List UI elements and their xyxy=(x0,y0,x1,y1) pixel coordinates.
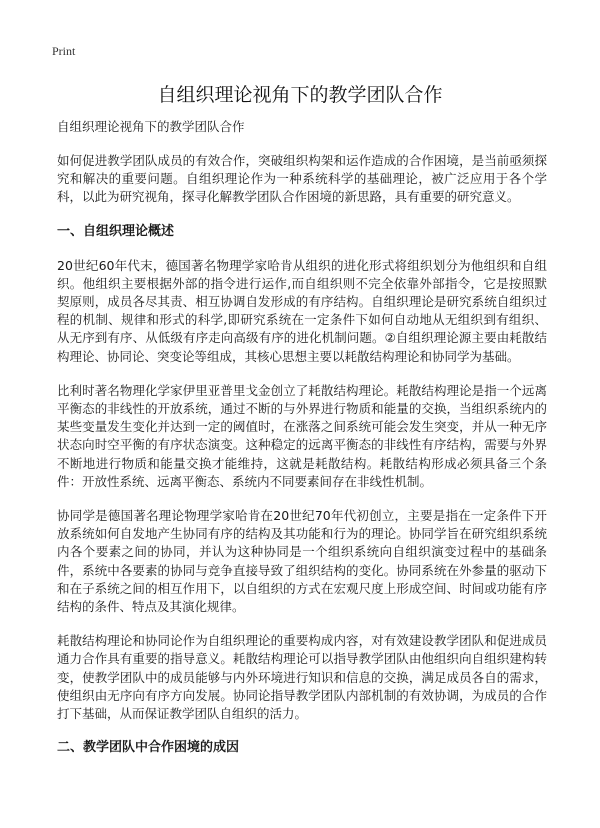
article-body xyxy=(57,118,547,773)
article-subtitle: 自组织理论视角下的教学团队合作 xyxy=(57,119,245,134)
paragraph: 20世纪60年代末，德国著名物理学家哈肯从组织的进化形式将组织划分为他组织和自组织。他组织主要根据外部的指令进行运作,而自组织则不完全依靠外部指令，它是按照默契原则，成员各尽其责、相互协调自发形成的有序结构。自组织理论是研究系统自组织过程的机制、规律和形式的科学,即研究系统在一定条件下如何自动地从无组织到有组织、从无序到有序、从低级有序走向高级有序的进化机制问题。②自组织理论源主要由耗散结构理论、协同论、突变论等组成，其核心思想主要以耗散结构理论和协同学为基础。 xyxy=(57,257,547,364)
intro-paragraph: 如何促进教学团队成员的有效合作，突破组织构架和运作造成的合作困境，是当前亟须探究和解决的重要问题。自组织理论作为一种系统科学的基础理论，被广泛应用于各个学科，以此为研究视角，探寻化解教学团队合作困境的新思路，具有重要的研究意义。 xyxy=(57,153,547,205)
section-heading-1: 一、自组织理论概述 xyxy=(57,223,175,239)
page-title: 自组织理论视角下的教学团队合作 xyxy=(157,84,443,106)
print-label[interactable]: Print xyxy=(52,44,76,58)
paragraph: 耗散结构理论和协同论作为自组织理论的重要构成内容，对有效建设教学团队和促进成员通力合作具有重要的指导意义。耗散结构理论可以指导教学团队由他组织向自组织建构转变，使教学团队中的成员能够与内外环境进行知识和信息的交换，满足成员各自的需求，使组织由无序向有序方向发展。协同论指导教学团队内部机制的有效协调，为成员的合作打下基础，从而保证教学团队自组织的活力。 xyxy=(57,633,547,722)
section-heading-2: 二、教学团队中合作困境的成因 xyxy=(57,740,240,756)
paragraph: 协同学是德国著名理论物理学家哈肯在20世纪70年代初创立，主要是指在一定条件下开放系统如何自发地产生协同有序的结构及其功能和行为的理论。协同学旨在研究组织系统内各个要素之间的协同，并认为这种协同是一个组织系统向自组织演变过程中的基础条件，系统中各要素的协同与竞争直接导致了组织结构的变化。协同系统在外参量的驱动下和在子系统之间的相互作用下，以自组织的方式在宏观尺度上形成空间、时间或功能有序结构的条件、特点及其演化规律。 xyxy=(57,508,547,615)
paragraph: 比利时著名物理化学家伊里亚普里戈金创立了耗散结构理论。耗散结构理论是指一个远离平衡态的非线性的开放系统，通过不断的与外界进行物质和能量的交换，当组织系统内的某些变量发生变化并达到一定的阈值时，在涨落之间系统可能会发生突变，并从一种无序状态向时空平衡的有序状态演变。这种稳定的远离平衡态的非线性有序结构，需要与外界不断地进行物质和能量交换才能维持，这就是耗散结构。耗散结构形成必须具备三个条件：开放性系统、远离平衡态、系统内不同要素间存在非线性机制。 xyxy=(57,382,547,489)
